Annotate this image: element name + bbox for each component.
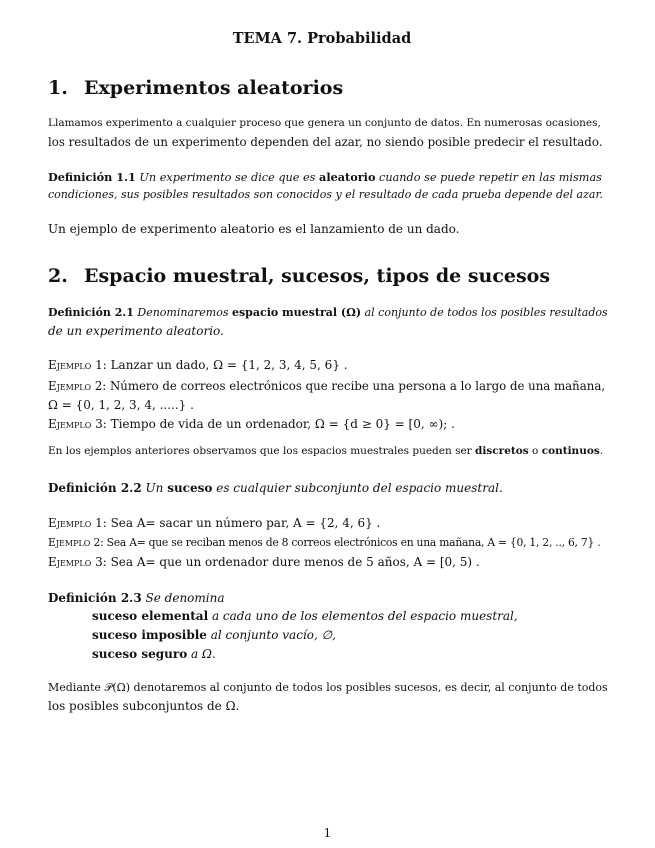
ejemplo-label: Ejemplo <box>48 536 91 549</box>
item-suceso-seguro-text: a Ω. <box>191 647 216 661</box>
example-1 <box>48 358 348 372</box>
item-suceso-elemental-text: a cada uno de los elementos del espacio muestral, <box>211 609 518 623</box>
subset-example-3-text: 3: Sea A= que un ordenador dure menos de 5 años, A = [0, 5) . <box>91 555 480 569</box>
subset-example-2-text: 2: Sea A= que se reciban menos de 8 correos electrónicos en una mañana, A = {0, 1, 2, .., 6, 7} . <box>90 536 601 549</box>
item-suceso-elemental <box>92 609 518 623</box>
term-continuos: continuos <box>541 445 600 457</box>
definition-1-1-line-2 <box>48 188 603 201</box>
term-suceso-elemental: suceso elemental <box>92 609 209 623</box>
discrete-or: o <box>532 445 539 457</box>
discrete-end: . <box>599 445 604 457</box>
section-1-number: 1. <box>48 77 68 99</box>
ejemplo-label: Ejemplo <box>48 417 92 431</box>
definition-2-1-line-2 <box>48 324 224 338</box>
document-title: TEMA 7. Probabilidad <box>232 30 412 47</box>
page-number: 1 <box>323 826 332 840</box>
term-aleatorio: aleatorio <box>319 170 376 184</box>
intro-line-1: Llamamos experimento a cualquier proceso que genera un conjunto de datos. En numerosas ocasiones, <box>48 117 601 129</box>
example-2-line-1 <box>48 379 605 393</box>
discrete-continuous-text <box>48 445 603 457</box>
ejemplo-label: Ejemplo <box>48 555 92 569</box>
ejemplo-label: Ejemplo <box>48 516 92 530</box>
definition-1-1-label: Definición 1.1 <box>48 170 136 184</box>
definition-2-1-label: Definición 2.1 <box>48 306 134 319</box>
ejemplo-label: Ejemplo <box>48 358 92 372</box>
example-3-text: 3: Tiempo de vida de un ordenador, Ω = {d ≥ 0} = [0, ∞); . <box>91 417 455 431</box>
term-espacio-muestral: espacio muestral (Ω) <box>231 306 362 319</box>
section-2-number: 2. <box>48 265 68 287</box>
subset-example-3 <box>48 555 480 569</box>
definition-2-1-line-1 <box>48 306 608 319</box>
term-suceso: suceso <box>167 481 213 495</box>
example-3 <box>48 417 455 431</box>
definition-1-1-text-b: cuando se puede repetir en las mismas <box>379 171 602 184</box>
section-2-heading <box>48 265 550 287</box>
definition-2-2-text-a: Un <box>145 481 164 495</box>
definition-2-2-label: Definición 2.2 <box>48 481 142 495</box>
definition-1-1-line-1 <box>48 170 602 184</box>
discrete-text-a: En los ejemplos anteriores observamos que los espacios muestrales pueden ser <box>48 445 472 457</box>
definition-2-2 <box>48 481 503 495</box>
term-suceso-imposible: suceso imposible <box>92 628 207 642</box>
item-suceso-seguro <box>92 647 216 661</box>
term-discretos: discretos <box>475 445 529 457</box>
example-1-text: 1: Lanzar un dado, Ω = {1, 2, 3, 4, 5, 6} . <box>91 358 348 372</box>
ejemplo-label: Ejemplo <box>48 379 92 393</box>
definition-2-2-text-b: es cualquier subconjunto del espacio muestral. <box>216 481 503 495</box>
definition-1-1-text-c: condiciones, sus posibles resultados son conocidos y el resultado de cada prueba depende del azar. <box>48 188 603 201</box>
definition-2-3-text-a: Se denomina <box>145 591 225 605</box>
definition-2-1-text-b: al conjunto de todos los posibles resultados <box>364 306 608 319</box>
subset-example-1-text: 1: Sea A= sacar un número par, A = {2, 4, 6} . <box>91 516 381 530</box>
subset-example-2 <box>48 536 600 549</box>
definition-2-1-text-a: Denominaremos <box>137 306 229 319</box>
item-suceso-imposible <box>92 628 336 642</box>
final-line-2: los posibles subconjuntos de Ω. <box>48 699 240 713</box>
final-line-1: Mediante 𝒫(Ω) denotaremos al conjunto de todos los posibles sucesos, es decir, al conjunto de todos <box>48 681 608 694</box>
example-2-line-2: Ω = {0, 1, 2, 3, 4, .....} . <box>48 398 194 412</box>
subset-example-1 <box>48 516 380 530</box>
section-1-title: Experimentos aleatorios <box>84 77 344 99</box>
definition-1-1-text-a: Un experimento se dice que es <box>139 171 316 184</box>
section-2-title: Espacio muestral, sucesos, tipos de sucesos <box>84 265 551 287</box>
item-suceso-imposible-text: al conjunto vacío, ∅, <box>210 628 336 642</box>
definition-2-1-text-c: de un experimento aleatorio. <box>48 324 224 338</box>
example-text: Un ejemplo de experimento aleatorio es el lanzamiento de un dado. <box>48 222 460 236</box>
example-2-text: 2: Número de correos electrónicos que recibe una persona a lo largo de una mañana, <box>91 379 606 393</box>
section-1-heading <box>48 77 343 99</box>
definition-2-3 <box>48 591 225 605</box>
intro-line-2: los resultados de un experimento dependen del azar, no siendo posible predecir el resultado. <box>48 135 603 149</box>
term-suceso-seguro: suceso seguro <box>92 647 188 661</box>
definition-2-3-label: Definición 2.3 <box>48 591 142 605</box>
